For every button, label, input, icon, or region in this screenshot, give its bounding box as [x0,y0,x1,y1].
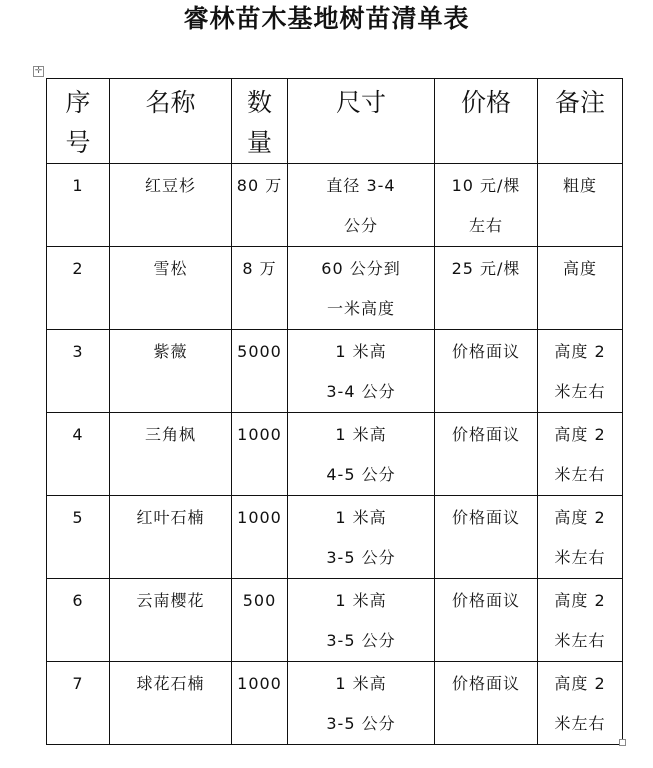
cell-quantity: 1000 [232,496,288,579]
cell-index: 1 [47,164,110,247]
table-resize-handle-icon[interactable] [619,739,626,746]
cell-price: 价格面议 [435,413,538,496]
cell-index: 4 [47,413,110,496]
table-move-handle-icon[interactable]: ✛ [34,66,43,76]
cell-note: 高度 2 米左右 [538,413,623,496]
table-row [47,662,623,745]
header-index: 序 号 [47,79,110,164]
cell-index: 6 [47,579,110,662]
cell-price: 价格面议 [435,662,538,745]
document-title: 睿林苗木基地树苗清单表 [183,4,470,33]
cell-quantity: 500 [232,579,288,662]
cell-quantity: 1000 [232,413,288,496]
cell-size: 1 米高 3-5 公分 [288,496,435,579]
cell-name: 紫薇 [110,330,232,413]
table-row [47,496,623,579]
header-note: 备注 [538,79,623,164]
cell-name: 红豆杉 [110,164,232,247]
cell-size: 1 米高 3-5 公分 [288,579,435,662]
cell-price: 价格面议 [435,330,538,413]
cell-size: 1 米高 4-5 公分 [288,413,435,496]
cell-size: 1 米高 3-4 公分 [288,330,435,413]
table-row [47,413,623,496]
table-row [47,330,623,413]
header-name: 名称 [110,79,232,164]
cell-quantity: 80 万 [232,164,288,247]
cell-note: 高度 [538,247,623,330]
cell-size: 直径 3-4 公分 [288,164,435,247]
header-size: 尺寸 [288,79,435,164]
cell-quantity: 1000 [232,662,288,745]
cell-name: 云南樱花 [110,579,232,662]
cell-size: 1 米高 3-5 公分 [288,662,435,745]
cell-price: 10 元/棵 左右 [435,164,538,247]
cell-name: 红叶石楠 [110,496,232,579]
cell-index: 2 [47,247,110,330]
cell-quantity: 5000 [232,330,288,413]
table-row [47,579,623,662]
table-row [47,164,623,247]
header-quantity: 数 量 [232,79,288,164]
cell-index: 7 [47,662,110,745]
cell-note: 高度 2 米左右 [538,579,623,662]
cell-index: 3 [47,330,110,413]
cell-size: 60 公分到 一米高度 [288,247,435,330]
cell-index: 5 [47,496,110,579]
header-price: 价格 [435,79,538,164]
cell-note: 高度 2 米左右 [538,330,623,413]
cell-price: 价格面议 [435,496,538,579]
cell-quantity: 8 万 [232,247,288,330]
table-row [47,247,623,330]
cell-note: 粗度 [538,164,623,247]
cell-price: 25 元/棵 [435,247,538,330]
cell-name: 球花石楠 [110,662,232,745]
cell-note: 高度 2 米左右 [538,662,623,745]
seedling-table [46,78,623,745]
table-header-row [47,79,623,164]
cell-name: 三角枫 [110,413,232,496]
cell-price: 价格面议 [435,579,538,662]
cell-name: 雪松 [110,247,232,330]
cell-note: 高度 2 米左右 [538,496,623,579]
